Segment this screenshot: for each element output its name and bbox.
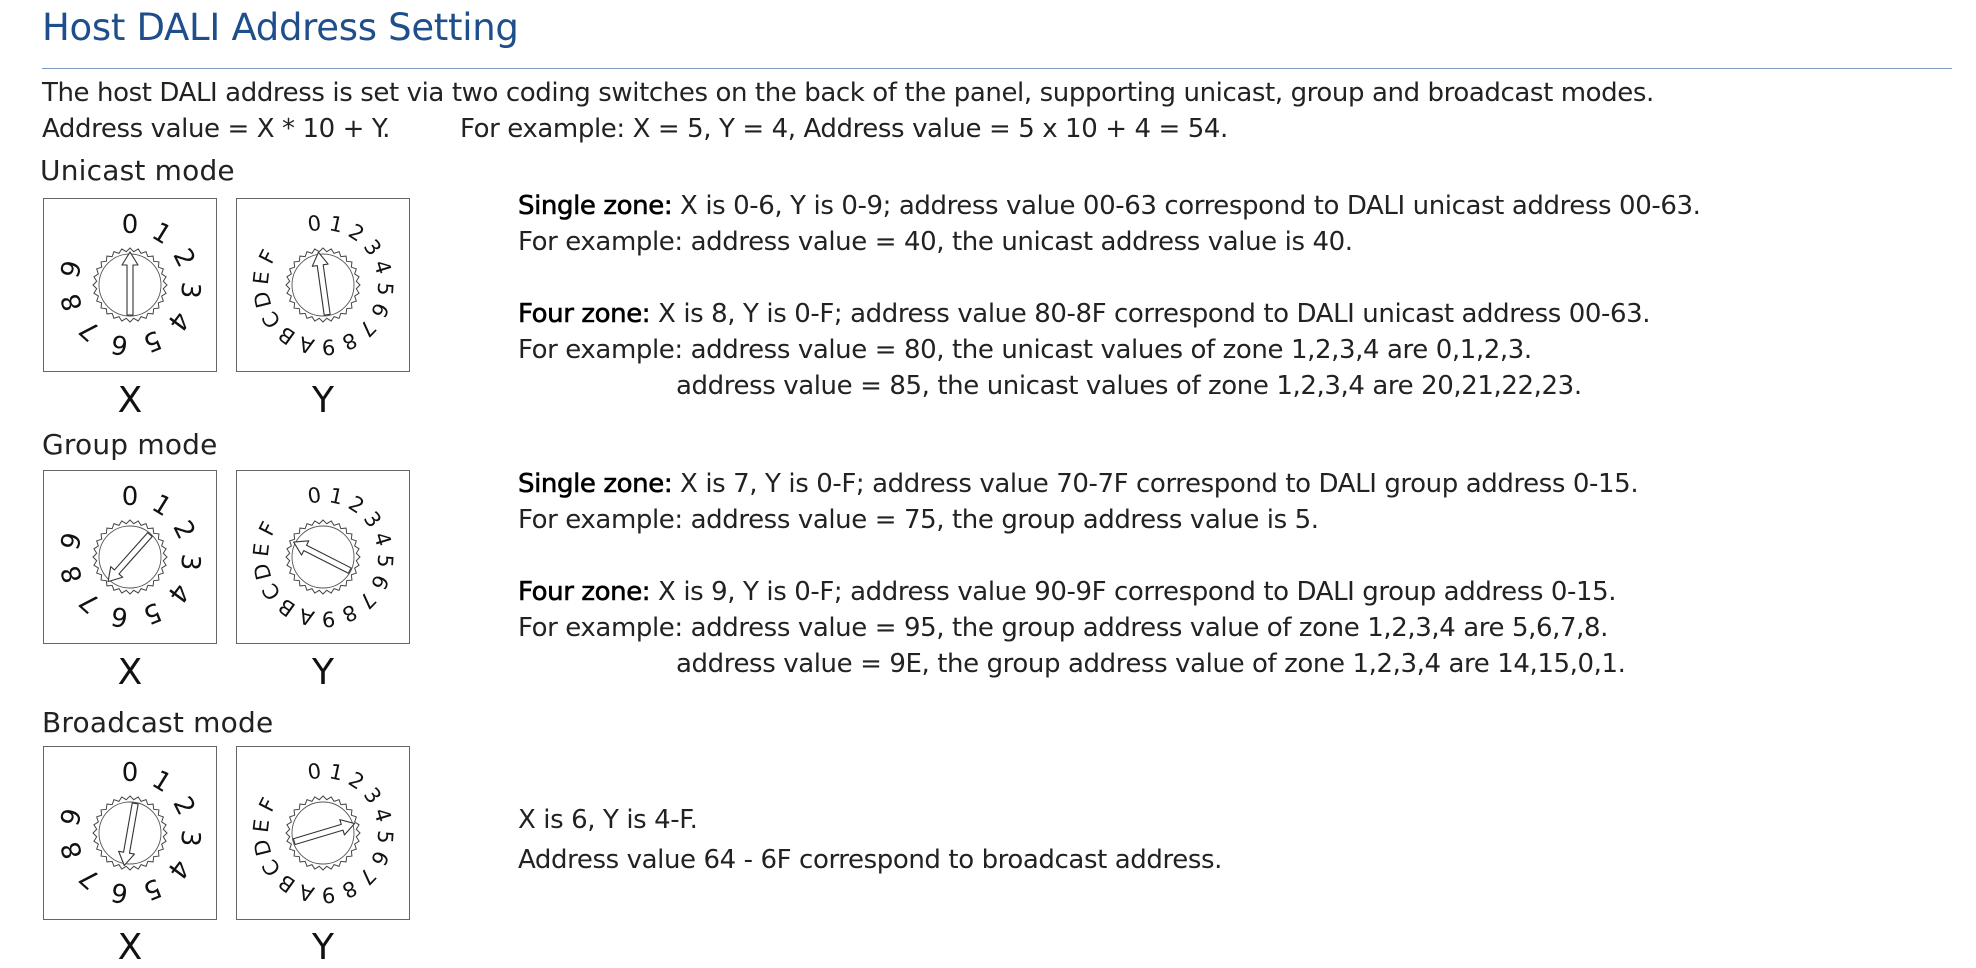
dial-digit-7: 7 xyxy=(354,587,381,614)
dial-digit-6: 6 xyxy=(365,847,394,870)
dial-digit-6: 6 xyxy=(108,875,131,909)
dial-digit-5: 5 xyxy=(138,323,166,358)
dial-digit-8: 8 xyxy=(338,599,361,627)
dial-digit-B: B xyxy=(273,869,300,898)
intro-line: The host DALI address is set via two coding switches on the back of the panel, supporting unicast, group and broadcast modes. xyxy=(42,78,1654,108)
dial-digit-2: 2 xyxy=(344,767,369,795)
dial-digit-0: 0 xyxy=(306,758,323,785)
dial-digit-6: 6 xyxy=(108,327,131,361)
dial-digit-8: 8 xyxy=(55,289,90,315)
dial-digit-2: 2 xyxy=(166,243,201,273)
dial-digit-8: 8 xyxy=(55,561,90,587)
dial-digit-6: 6 xyxy=(365,299,394,322)
dial-digit-C: C xyxy=(257,306,286,333)
broadcast-line-2: Address value 64 - 6F correspond to broadcast address. xyxy=(518,845,1222,875)
dial-digit-B: B xyxy=(273,593,300,622)
dial-digit-E: E xyxy=(248,541,275,558)
group-single-example: For example: address value = 75, the group address value is 5. xyxy=(518,505,1319,535)
dial-digit-9: 9 xyxy=(55,257,89,282)
unicast-single-zone xyxy=(518,188,1700,224)
dial-digit-D: D xyxy=(249,560,277,583)
dial-digit-9: 9 xyxy=(55,805,89,830)
formula-example: For example: X = 5, Y = 4, Address value = 5 x 10 + 4 = 54. xyxy=(459,114,1228,144)
group-four-zone xyxy=(518,574,1616,610)
group-y-switch xyxy=(236,470,410,644)
unicast-x-switch xyxy=(43,198,217,372)
group-single-zone xyxy=(518,466,1638,502)
dial-digit-F: F xyxy=(254,794,282,816)
dial-digit-4: 4 xyxy=(368,529,396,550)
dial-digit-3: 3 xyxy=(174,828,206,848)
dial-digit-5: 5 xyxy=(372,281,398,297)
dial-digit-8: 8 xyxy=(338,327,361,355)
four-zone-text: X is 8, Y is 0-F; address value 80-8F correspond to DALI unicast address 00-63. xyxy=(650,299,1651,329)
dial-digit-4: 4 xyxy=(368,257,396,278)
dial-digit-0: 0 xyxy=(121,210,139,240)
dial-digit-1: 1 xyxy=(327,211,346,238)
dial-digit-1: 1 xyxy=(327,759,346,786)
broadcast-line-1: X is 6, Y is 4-F. xyxy=(518,805,698,835)
dial-digit-E: E xyxy=(248,817,275,834)
dial-digit-5: 5 xyxy=(372,829,398,845)
unicast-mode-title: Unicast mode xyxy=(40,154,235,187)
dial-digit-3: 3 xyxy=(174,280,206,300)
dial-digit-2: 2 xyxy=(166,791,201,821)
dial-digit-4: 4 xyxy=(161,577,196,609)
dial-digit-4: 4 xyxy=(368,805,396,826)
dial-digit-6: 6 xyxy=(365,571,394,594)
group-mode-title: Group mode xyxy=(42,428,218,461)
dial-digit-9: 9 xyxy=(320,606,337,632)
dial-digit-7: 7 xyxy=(73,585,107,619)
single-zone-lead: Single zone: xyxy=(518,191,673,221)
title-divider xyxy=(42,68,1952,69)
unicast-y-label: Y xyxy=(312,380,334,421)
broadcast-mode-title: Broadcast mode xyxy=(42,706,274,739)
unicast-four-zone xyxy=(518,296,1650,332)
dial-digit-9: 9 xyxy=(320,882,337,908)
dial-digit-E: E xyxy=(248,269,275,286)
dial-digit-2: 2 xyxy=(344,219,369,247)
unicast-four-example-1: For example: address value = 80, the unicast values of zone 1,2,3,4 are 0,1,2,3. xyxy=(518,335,1532,365)
dial-digit-8: 8 xyxy=(55,837,90,863)
dial-digit-0: 0 xyxy=(306,482,323,509)
dial-digit-1: 1 xyxy=(146,764,177,800)
dial-digit-F: F xyxy=(254,246,282,268)
dial-digit-9: 9 xyxy=(320,334,337,360)
dial-digit-4: 4 xyxy=(161,305,196,337)
unicast-y-switch xyxy=(236,198,410,372)
unicast-single-example: For example: address value = 40, the unicast address value is 40. xyxy=(518,227,1353,257)
dial-digit-D: D xyxy=(249,288,277,311)
four-zone-text: X is 9, Y is 0-F; address value 90-9F correspond to DALI group address 0-15. xyxy=(650,577,1617,607)
dial-digit-3: 3 xyxy=(358,507,387,533)
group-x-label: X xyxy=(117,652,143,693)
dial-digit-0: 0 xyxy=(121,482,139,512)
dial-digit-8: 8 xyxy=(338,875,361,903)
dial-digit-C: C xyxy=(257,854,286,881)
dial-digit-A: A xyxy=(296,603,317,631)
dial-digit-C: C xyxy=(257,578,286,605)
dial-digit-7: 7 xyxy=(354,315,381,342)
dial-digit-2: 2 xyxy=(166,515,201,545)
broadcast-y-switch xyxy=(236,746,410,920)
dial-digit-2: 2 xyxy=(344,491,369,519)
group-y-label: Y xyxy=(312,652,334,693)
dial-digit-3: 3 xyxy=(174,552,206,572)
dial-digit-A: A xyxy=(296,331,317,359)
dial-digit-3: 3 xyxy=(358,235,387,261)
dial-digit-1: 1 xyxy=(146,488,177,524)
address-formula: Address value = X * 10 + Y. xyxy=(42,114,390,144)
broadcast-y-label: Y xyxy=(312,927,334,968)
dial-digit-5: 5 xyxy=(138,871,166,906)
dial-digit-0: 0 xyxy=(306,210,323,237)
dial-digit-5: 5 xyxy=(372,553,398,569)
dial-digit-7: 7 xyxy=(73,313,107,347)
dial-digit-7: 7 xyxy=(73,861,107,895)
dial-digit-3: 3 xyxy=(358,783,387,809)
group-x-switch xyxy=(43,470,217,644)
dial-digit-A: A xyxy=(296,879,317,907)
dial-digit-1: 1 xyxy=(327,483,346,510)
single-zone-lead: Single zone: xyxy=(518,469,673,499)
dial-digit-9: 9 xyxy=(55,529,89,554)
dial-digit-1: 1 xyxy=(146,216,177,252)
dial-digit-F: F xyxy=(254,518,282,540)
broadcast-x-switch xyxy=(43,746,217,920)
four-zone-lead: Four zone: xyxy=(518,299,651,329)
unicast-four-example-2: address value = 85, the unicast values of zone 1,2,3,4 are 20,21,22,23. xyxy=(676,371,1582,401)
dial-digit-5: 5 xyxy=(138,595,166,630)
dial-digit-0: 0 xyxy=(121,758,139,788)
page-title: Host DALI Address Setting xyxy=(42,6,519,49)
dial-digit-4: 4 xyxy=(161,853,196,885)
intro-formula-row xyxy=(42,114,1228,144)
single-zone-text: X is 7, Y is 0-F; address value 70-7F correspond to DALI group address 0-15. xyxy=(672,469,1639,499)
group-four-example-1: For example: address value = 95, the group address value of zone 1,2,3,4 are 5,6,7,8. xyxy=(518,613,1608,643)
unicast-x-label: X xyxy=(117,380,143,421)
dial-digit-D: D xyxy=(249,836,277,859)
single-zone-text: X is 0-6, Y is 0-9; address value 00-63 correspond to DALI unicast address 00-63. xyxy=(672,191,1701,221)
group-four-example-2: address value = 9E, the group address value of zone 1,2,3,4 are 14,15,0,1. xyxy=(676,649,1626,679)
four-zone-lead: Four zone: xyxy=(518,577,651,607)
broadcast-x-label: X xyxy=(117,927,143,968)
dial-digit-7: 7 xyxy=(354,863,381,890)
dial-digit-6: 6 xyxy=(108,599,131,633)
dial-digit-B: B xyxy=(273,321,300,350)
